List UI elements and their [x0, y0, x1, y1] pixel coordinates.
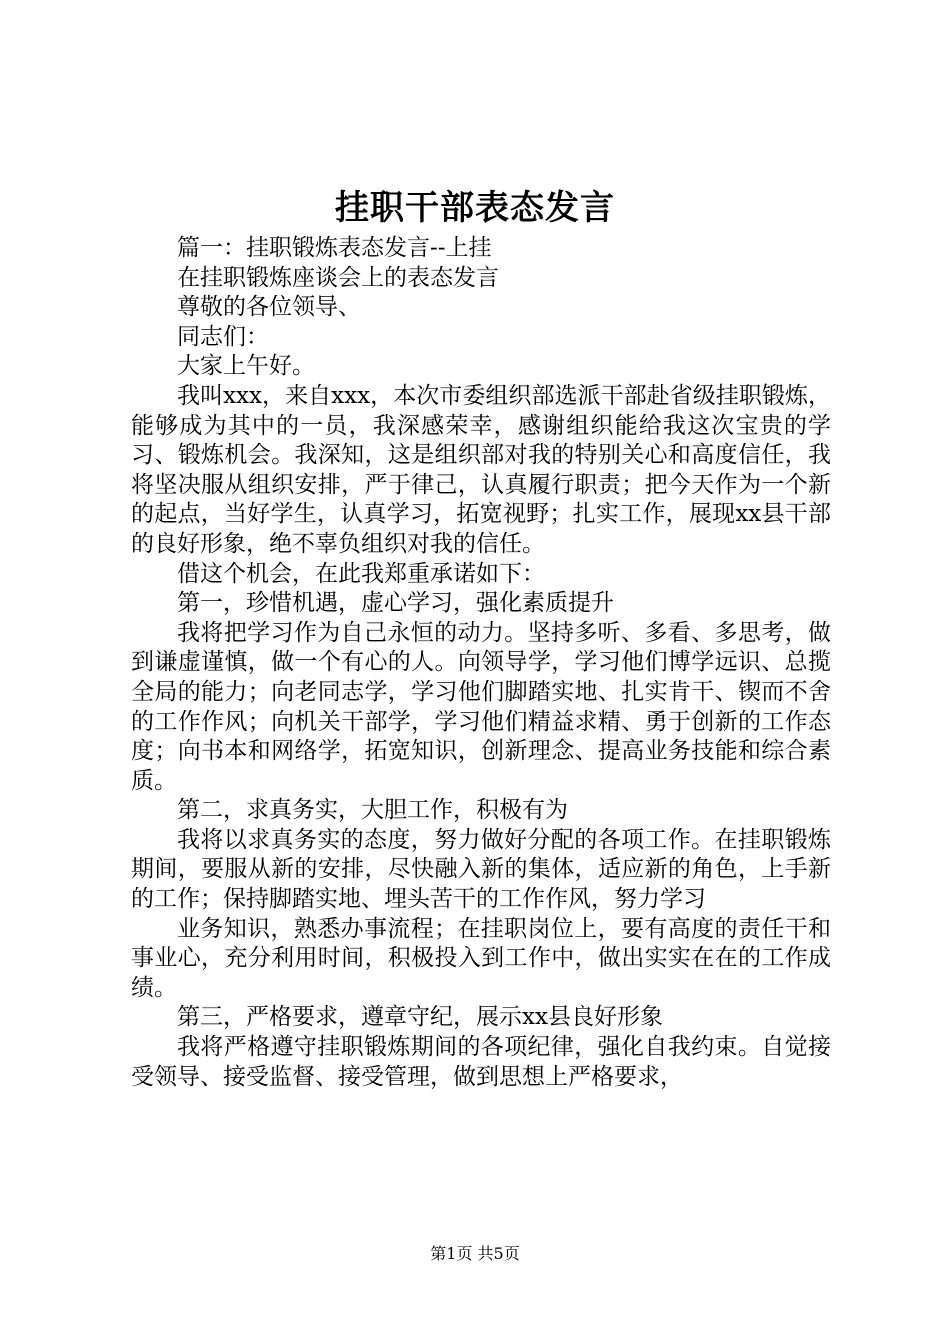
paragraph: 业务知识，熟悉办事流程；在挂职岗位上，要有高度的责任干和事业心，充分利用时间，积极投入到工作中，做出实实在在的工作成绩。: [131, 915, 831, 1001]
paragraph: 我将严格遵守挂职锻炼期间的各项纪律，强化自我约束。自觉接受领导、接受监督、接受管理，做到思想上严格要求，: [131, 1034, 831, 1090]
paragraph: 尊敬的各位领导、: [177, 294, 361, 321]
paragraph: 我叫xxx，来自xxx，本次市委组织部选派干部赴省级挂职锻炼，能够成为其中的一员，我深感荣幸，感谢组织能给我这次宝贵的学习、锻炼机会。我深知，这是组织部对我的特别关心和高度信任，我将坚决服从组织安排，严于律己，认真履行职责；把今天作为一个新的起点，当好学生，认真学习，拓宽视野；扎实工作，展现xx县干部的良好形象，绝不辜负组织对我的信任。: [131, 382, 831, 557]
paragraph: 在挂职锻炼座谈会上的表态发言: [177, 264, 499, 291]
paragraph: 同志们：: [177, 323, 269, 350]
section-heading: 第二，求真务实，大胆工作，积极有为: [177, 797, 568, 824]
paragraph: 我将把学习作为自己永恒的动力。坚持多听、多看、多思考，做到谦虚谨慎，做一个有心的人。向领导学，学习他们博学远识、总揽全局的能力；向老同志学，学习他们脚踏实地、扎实肯干、锲而不舍的工作作风；向机关干部学，学习他们精益求精、勇于创新的工作态度；向书本和网络学，拓宽知识，创新理念、提高业务技能和综合素质。: [131, 619, 831, 794]
page-indicator: 第1页 共5页: [430, 1244, 520, 1263]
document-body: [131, 234, 831, 1092]
section-heading: 第三，严格要求，遵章守纪，展示xx县良好形象: [177, 1004, 663, 1031]
paragraph: 借这个机会，在此我郑重承诺如下：: [177, 560, 545, 587]
paragraph: 大家上午好。: [177, 353, 315, 380]
document-title: 挂职干部表态发言: [335, 188, 615, 228]
paragraph: 我将以求真务实的态度，努力做好分配的各项工作。在挂职锻炼期间，要服从新的安排，尽快融入新的集体，适应新的角色，上手新的工作；保持脚踏实地、埋头苦干的工作作风，努力学习: [131, 826, 831, 913]
paragraph: 篇一：挂职锻炼表态发言--上挂: [177, 235, 492, 261]
page-footer: [0, 1242, 950, 1266]
section-heading: 第一，珍惜机遇，虚心学习，强化素质提升: [177, 590, 614, 617]
